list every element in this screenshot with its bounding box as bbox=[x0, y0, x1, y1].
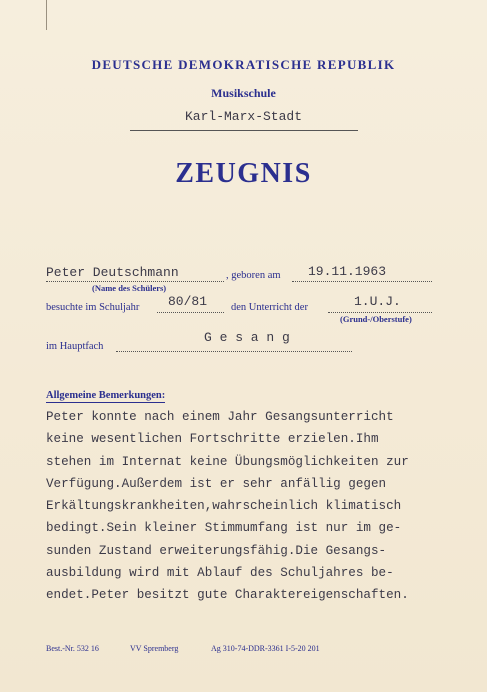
remarks-line: stehen im Internat keine Übungsmöglichkeiten zur bbox=[46, 454, 409, 469]
lesson-label: den Unterricht der bbox=[231, 302, 308, 313]
remarks-heading: Allgemeine Bemerkungen: bbox=[46, 390, 166, 401]
level-line bbox=[328, 312, 432, 313]
remarks-line: endet.Peter besitzt gute Charaktereigenschaften. bbox=[46, 588, 409, 603]
school-name: Musikschule bbox=[211, 86, 276, 100]
main-subject: G e s a n g bbox=[204, 330, 290, 345]
city-name: Karl-Marx-Stadt bbox=[184, 109, 303, 124]
order-number: Best.-Nr. 532 16 bbox=[46, 644, 99, 653]
remarks-line: ausbildung wird mit Ablauf des Schuljahres be- bbox=[46, 566, 394, 581]
remarks-line: bedingt.Sein kleiner Stimmumfang ist nur im ge- bbox=[46, 521, 402, 536]
birthdate: 19.11.1963 bbox=[308, 264, 387, 279]
remarks-line: Verfügung.Außerdem ist er sehr anfällig gegen bbox=[46, 476, 387, 491]
remarks-line: keine wesentlichen Fortschritte erzielen.Ihm bbox=[46, 432, 379, 447]
level-caption: (Grund-/Oberstufe) bbox=[340, 314, 412, 324]
school-year-line bbox=[157, 312, 224, 313]
remarks-body bbox=[46, 406, 476, 607]
lesson-level: 1.U.J. bbox=[354, 294, 401, 309]
name-line bbox=[46, 281, 224, 282]
remarks-line: sunden Zustand erweiterungsfähig.Die Gesangs- bbox=[46, 543, 387, 558]
subject-line bbox=[116, 351, 352, 352]
school-year-label: besuchte im Schuljahr bbox=[46, 302, 140, 313]
remarks-line: Peter konnte nach einem Jahr Gesangsunterricht bbox=[46, 410, 394, 424]
country-heading: DEUTSCHE DEMOKRATISCHE REPUBLIK bbox=[91, 57, 396, 72]
document-title: ZEUGNIS bbox=[175, 158, 312, 189]
remarks-line: Erkältungskrankheiten,wahrscheinlich klimatisch bbox=[46, 499, 402, 514]
name-caption: (Name des Schülers) bbox=[92, 283, 167, 293]
city-underline bbox=[130, 130, 358, 131]
student-name: Peter Deutschmann bbox=[46, 265, 179, 280]
school-year: 80/81 bbox=[168, 294, 208, 309]
publisher: VV Spremberg bbox=[130, 644, 179, 653]
birthdate-line bbox=[292, 281, 432, 282]
paper-fold-mark bbox=[46, 0, 47, 30]
print-code: Ag 310-74-DDR-3361 I-5-20 201 bbox=[211, 644, 320, 653]
born-label: , geboren am bbox=[226, 270, 281, 281]
subject-label: im Hauptfach bbox=[46, 341, 104, 352]
